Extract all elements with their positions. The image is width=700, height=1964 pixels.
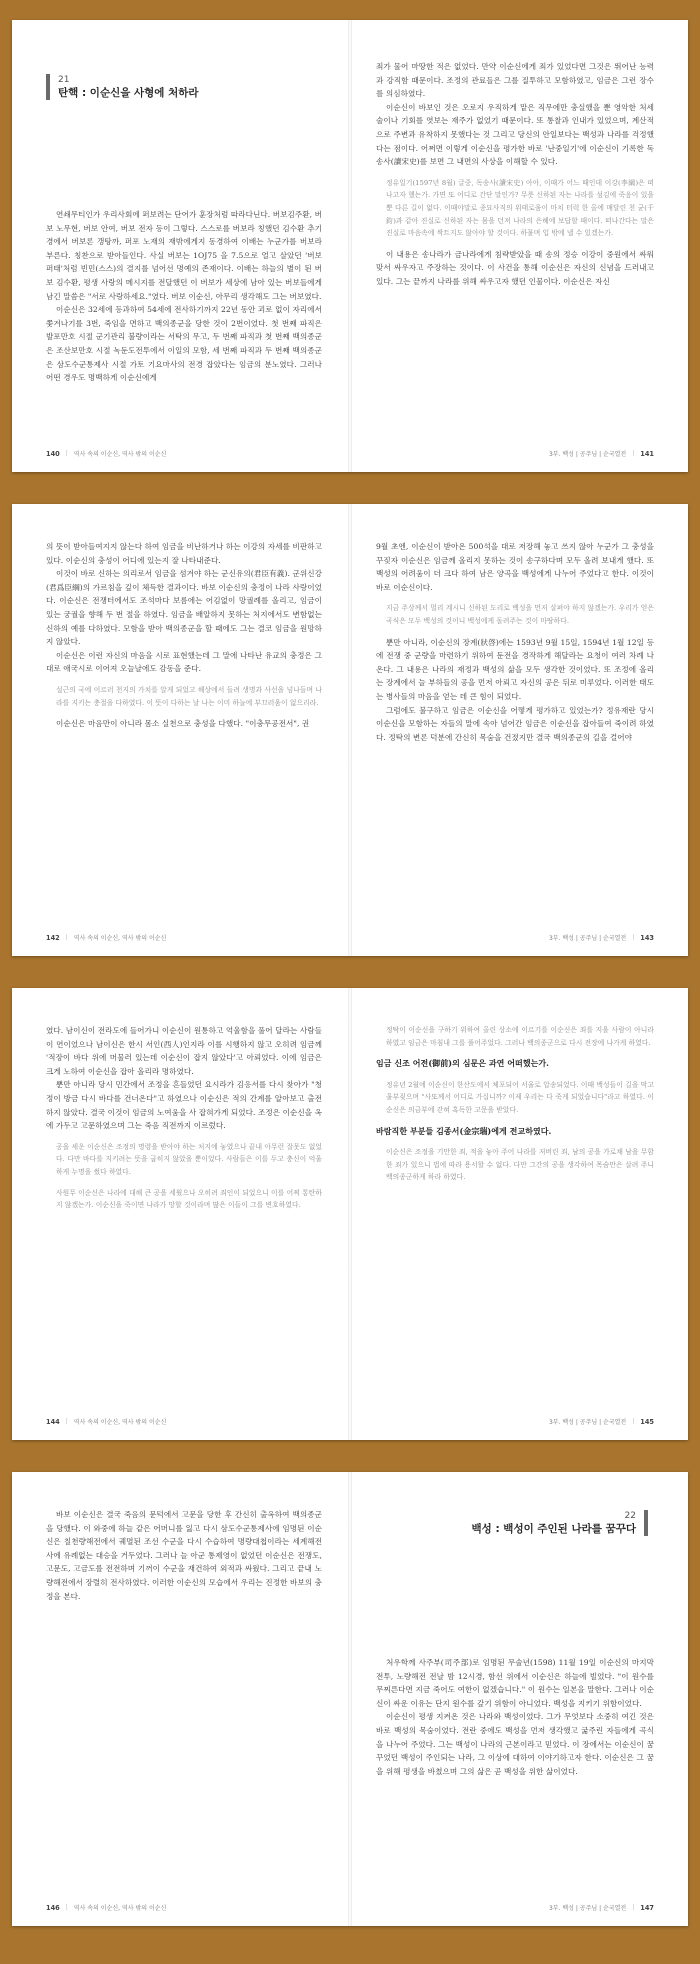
paragraph: 이순신이 바보인 것은 오로지 우직하게 맡은 직무에만 충실했을 뿐 영악한 처세술이나 기회를 엿보는 재주가 없었기 때문이다. 또 통찰과 인내가 있었으며, 계산적으로 주변과 유착하지 못했다는 것 그리고 당신의 안일보다는 백성과 나라를 걱정했다는 점이다. 어쩌면 이렇게 이순신을 평가한 바로 '난중일기'에 이순신이 기록한 독송사(讀宋史)를 보면 그 내면의 사상을 이해할 수 있다. xyxy=(376,102,654,167)
spread-140-141 xyxy=(12,20,688,472)
page-140 xyxy=(12,20,348,472)
quotation: 정유일기(1597년 8월) 글중, 독송사(讀宋史) 아아, 이때가 어느 때인데 이강(李綱)은 떠나고자 했는가. 가면 또 어디로 간단 말인가? 무릇 신하된 자는 나라를 섬김에 죽음이 있을 뿐 다른 길이 없다. 이때야말로 종묘사직의 위태로움이 마치 터럭 한 올에 매달린 천 균(千鈞)과 같아 진실로 신하된 자는 몸을 던져 나라의 은혜에 보답할 때이다. 떠나간다는 말은 진실로 마음속에 싹트지도 않아야 할 것이다. 하물며 입 밖에 낼 수 있겠는가. xyxy=(386,178,654,238)
page-142 xyxy=(12,504,348,956)
body-text xyxy=(376,1024,654,1192)
page-footer: 142 | 역사 속의 이순신, 역사 밖의 이순신 xyxy=(46,933,167,942)
quotation: 설근의 국에 이르러 천지의 가치를 알게 되었고 해상에서 들려 생명과 사선을 넘나들며 나라를 지키는 충절을 다하였다. 이 뜻이 다하는 날 나는 이미 하늘에 부끄러움이 없으리라. xyxy=(56,685,322,707)
paragraph: 연쇄무티인가 우리사회에 퍼보려는 단어가 훈장처럼 따라다닌다. 버보김주환, 버보 노무현, 버보 안여, 버보 전자 등이 그렇다. 스스로를 버보라 칭했던 김수환 추기경에서 버보론 갱탕까, 퍼포 노재의 재밖에게지 동경하여 이배는 누군가를 버보라 부른다. 칭찬으로 받아들인다. 사실 버보는 1OJ75 을 7.5으로 얼고 살았던 '버보 퍼태'처럼 빈민(스스)의 결지를 넘어선 명예의 존재이다. 이배는 하늘의 별이 된 버보 김수환, 평생 사랑의 메시지를 전달했던 이 버보가 세상에 남아 있는 버보들에게 남긴 말씀은 "서로 사랑하세요."였다. 버보 이순신, 아무리 생각해도 그는 버보였다. xyxy=(46,210,322,301)
paragraph: 바보 이순신은 결국 죽음의 문턱에서 고문을 당한 후 간신히 출옥하여 백의종군을 당했다. 이 와중에 하늘 같은 어머니를 잃고 다시 삼도수군통제사에 임명된 이순신은 칠천량해전에서 궤멸된 조선 수군을 다시 수습하여 명량대첩이라는 세계해전사에 유례없는 대승을 거두었다. 그러나 늘 아군 통제영이 없었던 이순신은 전쟁도, 고문도, 고금도를 전전하며 기꺼이 수군을 재건하여 외적과 싸웠다. 그리고 끝내 노량해전에서 장렬히 전사하였다. 이러한 이순신의 모습에서 우리는 진정한 바보의 충정을 본다. xyxy=(46,1510,322,1601)
page-144 xyxy=(12,988,348,1440)
paragraph: 처우학께 사주부(司주部)로 임명된 무술년(1598) 11월 19일 이순신의 마지막 전투, 노량해전 전날 밤 12시경, 함선 위에서 이순신은 하늘에 빌었다. "이 원수를 무찌른다면 지금 죽어도 여한이 없겠습니다." 이 원수는 일본을 말한다. 그러나 이순신이 싸운 이유는 단지 원수를 갚기 위함이 아니었다. 백성을 지키기 위함이었다. xyxy=(376,1658,654,1708)
paragraph: 였다. 남이신이 전라도에 들어가니 이순신이 원통하고 억울함을 풀어 달라는 사람들이 연이었으나 남이신은 한시 서인(西人)인지라 이를 시행하지 않고 오히려 임금께 '적장이 바다 위에 머물러 있는데 이순신이 잡지 않았다'고 아뢰었다. 이에 임금은 크게 노하여 이순신을 잡아 올리라 명하였다. xyxy=(46,1026,322,1076)
page-number: 147 xyxy=(640,1903,654,1912)
paragraph: 9월 초엔, 이순신이 받아온 500석을 대로 저장해 놓고 쓰지 않아 누군가 그 충성을 꾸짖자 이순신은 임금께 올리지 못하는 것이 송구하다며 모두 올려 보내게 했다. 또 백성의 어려움이 더 크다 하여 남은 양곡을 백성에게 나누어 주었다고 한다. 이것이 바로 이순신이다. xyxy=(376,542,654,592)
body-text xyxy=(46,1508,322,1603)
running-title: 역사 속의 이순신, 역사 밖의 이순신 xyxy=(73,1905,167,1912)
chapter-title: 백성 : 백성이 주인된 나라를 꿈꾸다 xyxy=(471,1523,636,1535)
running-title: 역사 속의 이순신, 역사 밖의 이순신 xyxy=(73,935,167,942)
page-number: 145 xyxy=(640,1417,654,1426)
running-title: 3부. 백성 | 공주님 | 순국열전 xyxy=(548,1419,627,1426)
spread-142-143 xyxy=(12,504,688,956)
chapter-number: 21 xyxy=(58,75,70,85)
page-number: 143 xyxy=(640,933,654,942)
chapter-heading xyxy=(46,74,199,100)
body-text xyxy=(376,60,654,289)
body-text xyxy=(376,540,654,744)
chapter-title: 탄핵 : 이순신을 사형에 처하라 xyxy=(58,87,199,99)
page-147 xyxy=(352,1472,688,1926)
page-footer: 140 | 역사 속의 이순신, 역사 밖의 이순신 xyxy=(46,449,167,458)
body-text xyxy=(46,208,322,385)
page-number: 144 xyxy=(46,1417,60,1426)
paragraph: 의 뜻이 받아들여지지 않는다 하여 임금을 비난하거나 하는 이강의 자세를 비판하고 있다. 이순신의 충성이 어디에 있는지 잘 나타내준다. xyxy=(46,542,322,565)
paragraph: 이것이 바로 신하는 의리로서 임금을 섬겨야 하는 군신유의(君臣有義). 군위신강(君爲臣綱)의 가르침을 깊이 체득한 결과이다. 바보 이순신의 충정이 나라 사랑이었다. 이순신은 전쟁터에서도 조석마다 보름에는 어김없이 망궐례를 올리고, 임금이 있는 궁궐을 향해 두 번 절을 하였다. 임금을 배알하지 못하는 처지에서도 변함없는 신하의 예를 다하였다. 모함을 받아 백의종군을 할 때에도 그는 결코 임금을 원망하지 않았다. xyxy=(46,569,322,647)
paragraph: 이순신은 이런 자신의 마음을 시로 표현했는데 그 말에 나타난 유교의 충정은 그대로 애국시로 이어져 오늘날에도 감동을 준다. xyxy=(46,650,322,674)
page-number: 141 xyxy=(640,449,654,458)
page-146 xyxy=(12,1472,348,1926)
quotation: 정유년 2월에 이순신이 한산도에서 체포되어 서울로 압송되었다. 이때 백성들이 길을 막고 울부짖으며 "사또께서 어디로 가십니까? 이제 우리는 다 죽게 되었습니다"라고 하였다. 이순신은 의금부에 갇혀 혹독한 고문을 받았다. xyxy=(386,1080,654,1114)
quotation: 이순신은 조정을 기만한 죄, 적을 놓아 주어 나라를 저버린 죄, 남의 공을 가로채 남을 무함한 죄가 있으니 법에 따라 용서할 수 없다. 다만 그간의 공을 생각하여 목숨만은 살려 주니 백의종군하게 하라 하였다. xyxy=(386,1148,654,1182)
body-text xyxy=(46,1024,322,1220)
spread-146-147 xyxy=(12,1472,688,1926)
paragraph: 죄가 물어 마땅한 적은 없었다. 만약 이순신에게 죄가 있었다면 그것은 뛰어난 능력과 강직함 때문이다. 조정의 관료들은 그를 질투하고 모함하였고, 임금은 그런 장수를 의심하였다. xyxy=(376,62,654,99)
running-title: 3부. 백성 | 공주님 | 순국열전 xyxy=(548,451,627,458)
paragraph: 이순신은 32세에 등과하여 54세에 전사하기까지 22년 동안 괴로 없이 자리에서 쫓겨나기를 3번, 죽임을 면하고 백의종군을 당한 것이 2번이었다. 첫 번째 파직은 발포만호 시절 군기관리 불량이라는 서탁의 무고, 두 번째 파직과 첫 번째 백의종군은 조산보만호 시절 녹둔도전투에서 이일의 모함, 세 번째 파직과 두 번째 백의종군은 삼도수군통제사 시절 가토 기요마사의 전경 잡았다는 임금의 분노였다. 그러나 어떤 경우도 명백하게 이순신에게 xyxy=(46,305,322,383)
page-number: 140 xyxy=(46,449,60,458)
running-title: 역사 속의 이순신, 역사 밖의 이순신 xyxy=(73,451,167,458)
quotation: 공을 세운 이순신은 조정의 명령을 받아야 하는 처지에 놓였으나 끝내 아무런 잘못도 없었다. 다만 바다를 지키려는 뜻을 굽히지 않았을 뿐이었다. 사람들은 이를 두고 충신이 억울하게 누명을 썼다 하였다. xyxy=(56,1142,322,1176)
paragraph: 이순신은 마음만이 아니라 몸소 실천으로 충성을 다했다. "이충무공전서", 권 xyxy=(56,719,310,729)
page-footer: 144 | 역사 속의 이순신, 역사 밖의 이순신 xyxy=(46,1417,167,1426)
page-footer: 3부. 백성 | 공주님 | 순국열전 | 143 xyxy=(548,933,654,942)
page-footer: 3부. 백성 | 공주님 | 순국열전 | 141 xyxy=(548,449,654,458)
page-number: 142 xyxy=(46,933,60,942)
page-footer: 146 | 역사 속의 이순신, 역사 밖의 이순신 xyxy=(46,1903,167,1912)
body-text xyxy=(376,1656,654,1778)
page-143 xyxy=(352,504,688,956)
quotation: 지금 주상께서 멀리 계시니 신하된 도리로 백성을 먼저 살펴야 하지 않겠는가. 우리가 얻은 곡식은 모두 백성의 것이니 백성에게 돌려주는 것이 마땅하다. xyxy=(386,604,654,625)
section-lead: 바람직한 부분들 김종서(金宗瑞)에게 전교하였다. xyxy=(376,1125,552,1136)
paragraph: 이순신이 평생 지켜온 것은 나라와 백성이었다. 그가 무엇보다 소중히 여긴 것은 바로 백성의 목숨이었다. 전란 중에도 백성을 먼저 생각했고 굶주린 자들에게 곡식을 나누어 주었다. 그는 백성이 나라의 근본이라고 믿었다. 이 장에서는 이순신이 꿈꾸었던 백성이 주인되는 나라, 그 이상에 대하여 이야기하고자 한다. 이순신은 그 꿈을 위해 평생을 바쳤으며 그의 삶은 곧 백성을 위한 삶이었다. xyxy=(376,1712,654,1776)
page-footer: 3부. 백성 | 공주님 | 순국열전 | 145 xyxy=(548,1417,654,1426)
page-footer: 3부. 백성 | 공주님 | 순국열전 | 147 xyxy=(548,1903,654,1912)
page-145 xyxy=(352,988,688,1440)
page-number: 146 xyxy=(46,1903,60,1912)
chapter-heading xyxy=(472,1510,648,1536)
paragraph: 뿐만 아니라 당시 민간에서 조정을 흔들었던 요시라가 김응서를 다시 찾아가 "청정이 방금 다시 바다를 건너온다"고 하였으나 이순신은 적의 간계를 알아보고 출전하지 않았다. 결국 이것이 임금의 노여움을 사 잡혀가게 되었다. 조정은 이순신을 옥에 가두고 고문하였으며 그는 죽음 직전까지 이르렀다. xyxy=(46,1080,322,1131)
paragraph: 그럼에도 불구하고 임금은 이순신을 어떻게 평가하고 있었는가? 정유재란 당시 이순신을 모함하는 자들의 말에 속아 넘어간 임금은 이순신을 잡아들여 죽이려 하였다. 정탁의 변론 덕분에 간신히 목숨을 건졌지만 결국 백의종군의 길을 걸어야 xyxy=(376,705,654,742)
quotation: 사원무 이순신은 나라에 대해 큰 공을 세웠으나 오히려 죄인이 되었으니 이를 어찌 통탄하지 않겠는가. 이순신을 죽이면 나라가 망할 것이라며 많은 이들이 그를 변호하였다. xyxy=(56,1188,322,1210)
chapter-number: 22 xyxy=(624,1511,636,1521)
running-title: 3부. 백성 | 공주님 | 순국열전 xyxy=(548,1905,627,1912)
paragraph: 뿐만 아니라, 이순신의 장계(狀啓)에는 1593년 9월 15일, 1594년 1월 12일 등에 전쟁 중 군량을 마련하기 위하여 둔전을 경작하게 해달라는 요청이 여러 차례 나온다. 그 내용은 나라의 재정과 백성의 삶을 모두 생각한 것이었다. 또 조정에 올리는 장계에서 늘 부하들의 공을 먼저 아뢰고 자신의 공은 뒤로 미루었다. 이러한 태도는 병사들의 마음을 얻는 데 큰 힘이 되었다. xyxy=(376,637,654,701)
body-text xyxy=(46,540,322,731)
spread-144-145 xyxy=(12,988,688,1440)
running-title: 3부. 백성 | 공주님 | 순국열전 xyxy=(548,935,627,942)
section-lead: 임금 신조 어전(御前)의 심문은 과연 어떠했는가. xyxy=(376,1058,550,1069)
page-141 xyxy=(352,20,688,472)
running-title: 역사 속의 이순신, 역사 밖의 이순신 xyxy=(73,1419,167,1426)
paragraph: 이 내용은 송나라가 금나라에게 침략받았을 때 송의 정승 이강이 중원에서 싸워 맞서 싸우자고 주장하는 것이다. 이 사건을 통해 이순신은 자신의 신념을 드러내고 있다. 그는 끝까지 나라를 위해 싸우고자 했던 인물이다. 이순신은 자신 xyxy=(376,249,654,286)
quotation: 정탁이 이순신을 구하기 위하여 올린 상소에 이르기를 이순신은 죄를 지을 사람이 아니라 하였고 임금은 마침내 그를 풀어주었다. 그러나 백의종군으로 다시 전장에 나가게 하였다. xyxy=(386,1026,654,1047)
